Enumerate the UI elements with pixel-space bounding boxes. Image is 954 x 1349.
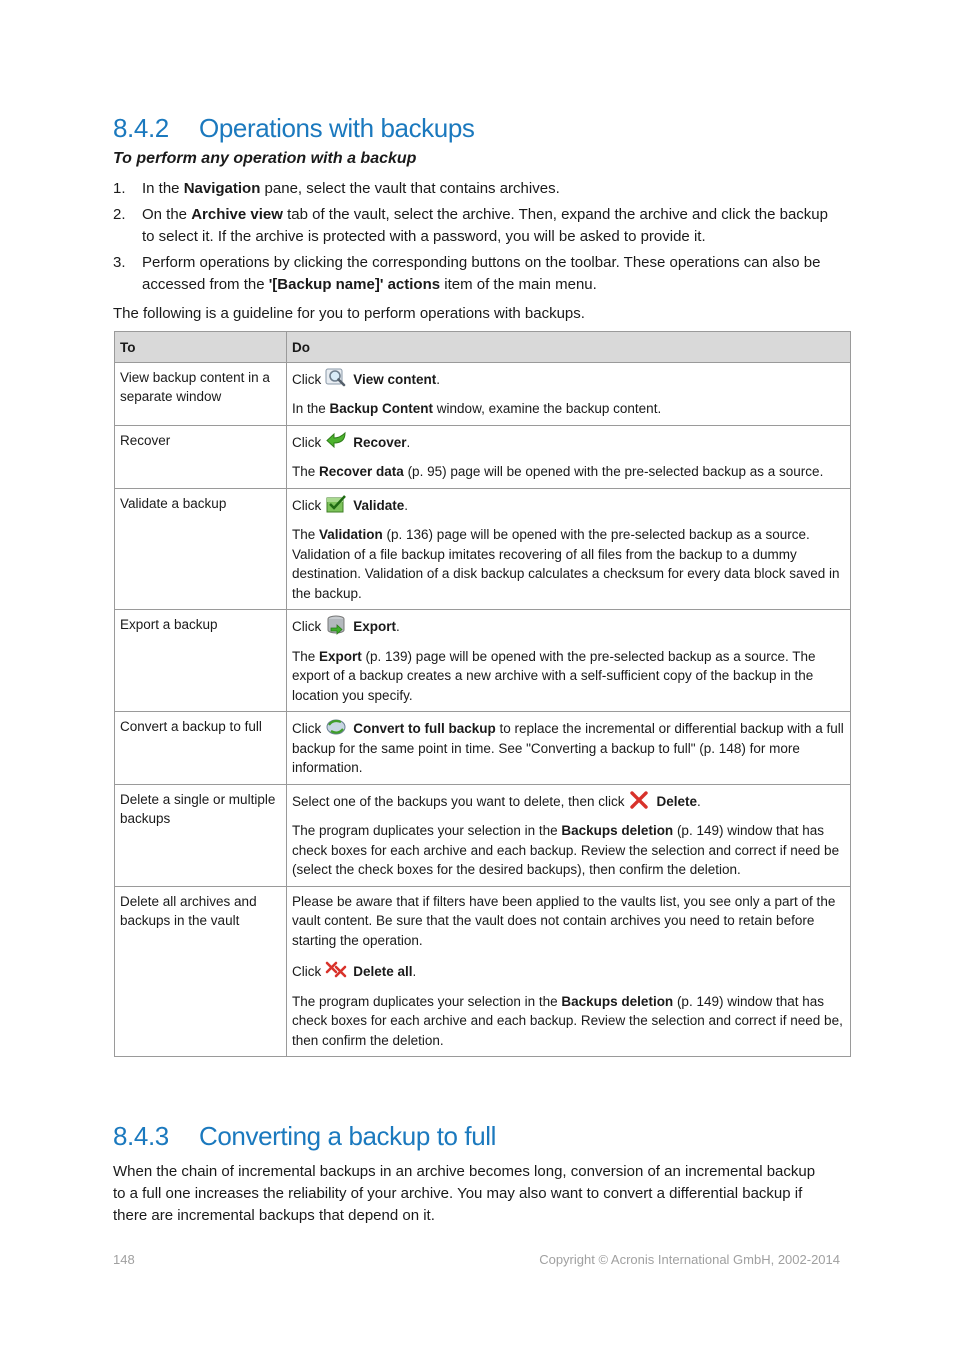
table-header-row — [115, 332, 851, 363]
delete-x-icon — [628, 790, 650, 810]
table-row — [115, 610, 851, 712]
view-content-label: View content — [353, 371, 437, 387]
table-row — [115, 488, 851, 610]
table-row — [115, 712, 851, 785]
row-instructions: Click Convert to full backup to replace the incremental or differential backup with a full backup for the same point in time. See "Converting a backup to full" (p. 148) for more information. — [287, 712, 851, 785]
export-database-icon — [325, 615, 347, 635]
column-header-do: Do — [287, 332, 851, 363]
delete-all-label: Delete all — [353, 964, 413, 979]
table-row — [115, 362, 851, 425]
section-number: 8.4.3 — [113, 1121, 169, 1151]
table-row — [115, 784, 851, 886]
section-title: Converting a backup to full — [199, 1121, 497, 1151]
list-item: 1. In the Navigation pane, select the vault that contains archives. — [113, 180, 560, 197]
row-task: Recover — [115, 425, 287, 488]
row-task: Convert a backup to full — [115, 712, 287, 785]
row-instructions: Please be aware that if filters have been applied to the vaults list, you see only a part of the vault content. Be sure that the vault does not contain archives you need to retain before starting the operation. Click Delete all. The program duplicates your selection in the Backups deletion (p. 149) window that has check boxes for each archive and each backup. Review the selection and correct if need be, then confirm the deletion. — [287, 886, 851, 1057]
section-number: 8.4.2 — [113, 113, 169, 143]
row-task: Delete all archives and backups in the vault — [115, 886, 287, 1057]
operations-table — [114, 331, 851, 1057]
recover-arrow-icon — [325, 431, 347, 451]
row-task: Validate a backup — [115, 488, 287, 610]
convert-label: Convert to full backup — [353, 721, 496, 736]
row-task: Export a backup — [115, 610, 287, 712]
guideline-text: The following is a guideline for you to perform operations with backups. — [113, 305, 585, 322]
table-row — [115, 886, 851, 1057]
delete-label: Delete — [656, 793, 697, 809]
row-instructions: Click Recover. The Recover data (p. 95) page will be opened with the pre-selected backup as a source. — [287, 425, 851, 488]
page-number: 148 — [113, 1252, 135, 1267]
section-title: Operations with backups — [199, 113, 475, 143]
row-instructions: Click View content. In the Backup Content window, examine the backup content. — [287, 362, 851, 425]
row-task: Delete a single or multiple backups — [115, 784, 287, 886]
row-instructions: Click Validate. The Validation (p. 136) page will be opened with the pre-selected backup as a source. Validation of a file backup imitates recovering of all files from the backup to a dummy destination. Validation of a disk backup calculates a checksum for every data block saved in the backup. — [287, 488, 851, 610]
column-header-to: To — [115, 332, 287, 363]
converting-paragraph: When the chain of incremental backups in an archive becomes long, conversion of an incremental backup to a full one increases the reliability of your archive. You may also want to convert a differential backup if there are incremental backups that depend on it. — [113, 1163, 816, 1224]
validate-check-icon — [325, 494, 347, 514]
row-task: View backup content in a separate window — [115, 362, 287, 425]
table-row — [115, 425, 851, 488]
recover-label: Recover — [353, 434, 407, 450]
copyright-notice: Copyright © Acronis International GmbH, 2002-2014 — [539, 1252, 840, 1267]
steps-list — [113, 178, 833, 300]
section-heading-operations — [113, 113, 475, 144]
row-instructions: Select one of the backups you want to delete, then click Delete. The program duplicates your selection in the Backups deletion (p. 149) window that has check boxes for each archive and each backup. Review the selection and correct if need be (select the check boxes for the desired backups), then confirm the deletion. — [287, 784, 851, 886]
convert-icon — [325, 717, 347, 737]
delete-all-icon — [325, 960, 347, 980]
list-item: 2. On the Archive view tab of the vault, select the archive. Then, expand the archive and click the backup to select it. If the archive is protected with a password, you will be asked to provide it. — [113, 206, 828, 245]
magnifier-icon — [325, 368, 347, 388]
list-item: 3. Perform operations by clicking the corresponding buttons on the toolbar. These operations can also be accessed from the '[Backup name]' actions item of the main menu. — [113, 254, 821, 293]
procedure-title: To perform any operation with a backup — [113, 150, 417, 167]
export-label: Export — [353, 619, 397, 634]
validate-label: Validate — [353, 497, 405, 513]
section-heading-converting — [113, 1121, 496, 1152]
row-instructions: Click Export. The Export (p. 139) page will be opened with the pre-selected backup as a source. The export of a backup creates a new archive with a self-sufficient copy of the backup in the location you specify. — [287, 610, 851, 712]
